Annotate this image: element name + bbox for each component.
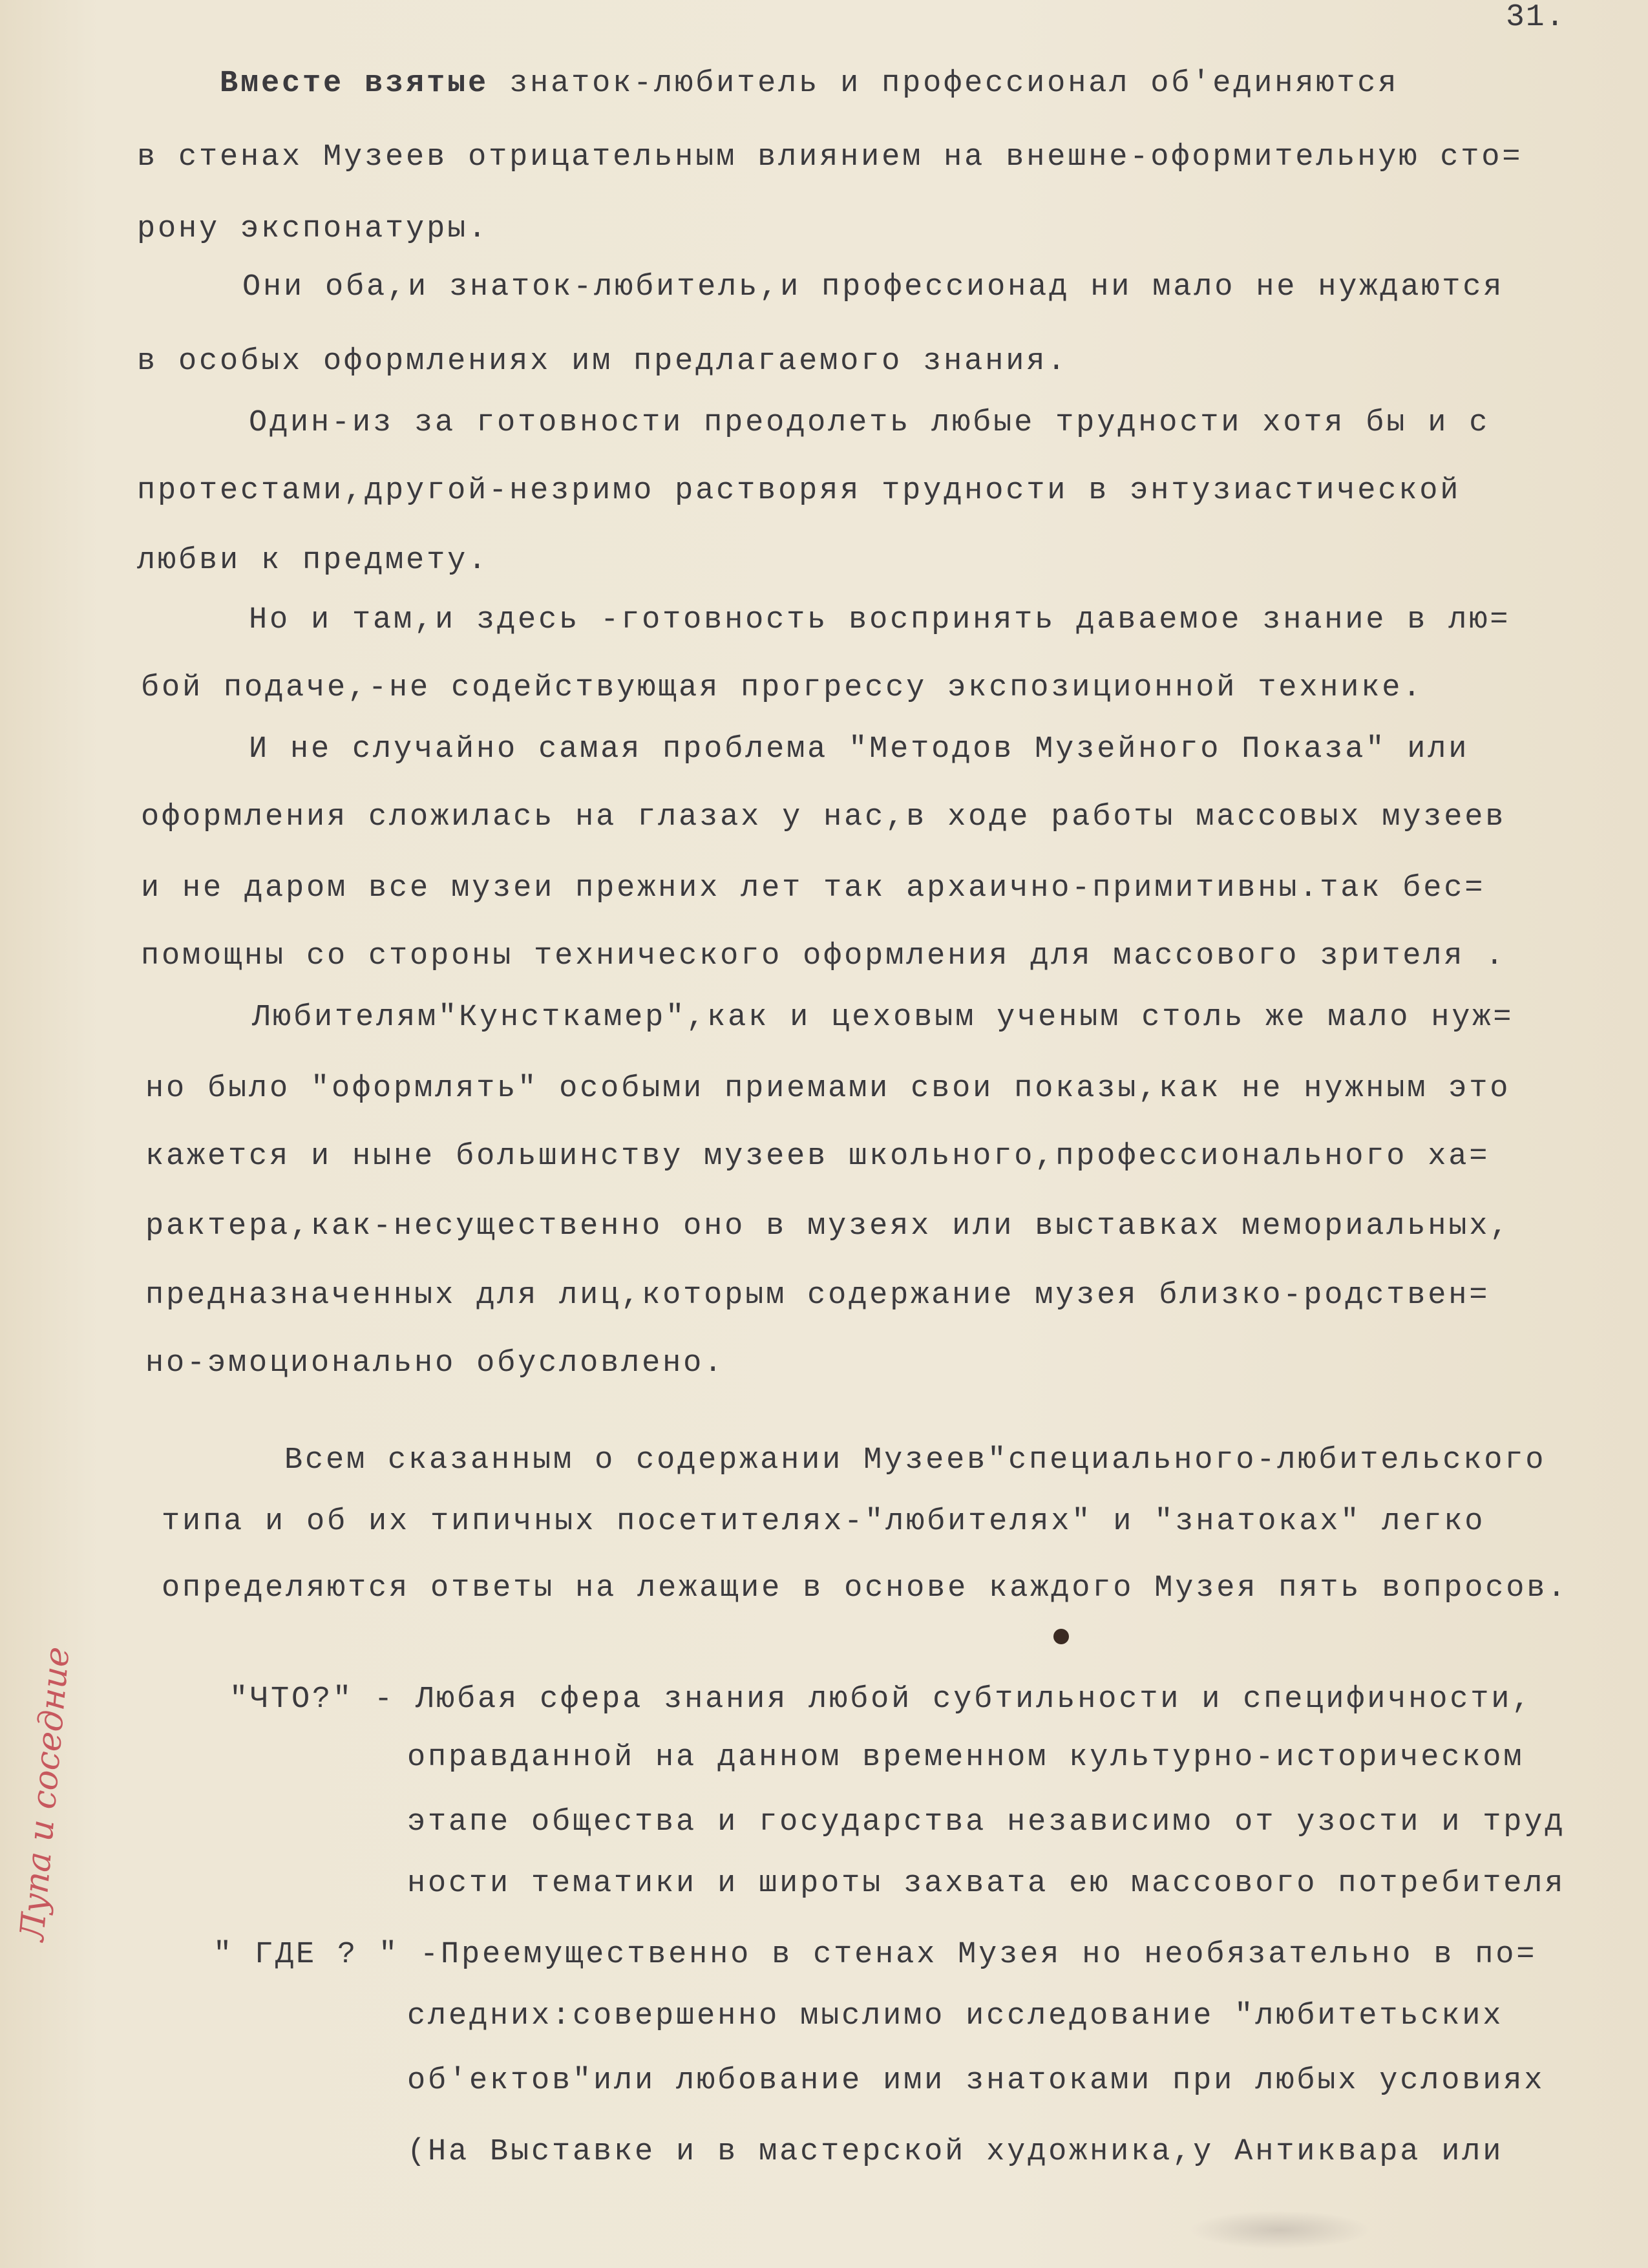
ink-blot [1053,1629,1069,1644]
text-line: Вместе взятые знаток-любитель и профессионал об'единяются [220,67,1399,101]
text-line: но было "оформлять" особыми приемами свои показы,как не нужным это [145,1072,1511,1106]
page-number: 31. [1506,0,1566,35]
handwritten-margin-note: Лупа и соседние [13,1645,78,1943]
text-line: любви к предмету. [137,544,489,578]
text-line: бой подаче,-не содействующая прогрессу экспозиционной технике. [141,671,1424,705]
text-line: И не случайно самая проблема "Методов Музейного Показа" или [249,732,1470,767]
text-line: Любителям"Кунсткамер",как и цеховым ученым столь же мало нуж= [252,1001,1514,1035]
text-line: Они оба,и знаток-любитель,и профессионад ни мало не нуждаются [242,270,1505,304]
text-line: кажется и ныне большинству музеев школьного,профессионального ха= [145,1139,1490,1174]
text-line: " ГДЕ ? " -Преемущественно в стенах Музея но необязательно в по= [213,1938,1537,1972]
text-line: Всем сказанным о содержании Музеев"специального-любительского [284,1443,1547,1478]
bold-lead: Вместе взятые [220,67,489,101]
text-line: Но и там,и здесь -готовность воспринять даваемое знание в лю= [249,603,1511,637]
text-line: этапе общества и государства независимо от узости и труд [407,1805,1566,1839]
text-line: (На Выставке и в мастерской художника,у Антиквара или [407,2135,1504,2169]
text-line: в особых оформлениях им предлагаемого знания. [137,344,1068,379]
text-line: помощны со стороны технического оформления для массового зрителя . [141,939,1506,973]
text-line: оформления сложилась на глазах у нас,в ходе работы массовых музеев [141,800,1506,834]
text-line: но-эмоционально обусловлено. [145,1346,725,1381]
text-line: рактера,как-несущественно оно в музеях или выставках мемориальных, [145,1209,1511,1244]
text-line: следних:совершенно мыслимо исследование "любитетьских [407,1999,1504,2033]
text-line: ности тематики и широты захвата ею массового потребителя [407,1867,1566,1901]
text-line: рону экспонатуры. [137,212,489,246]
text-line: об'ектов"или любование ими знатоками при любых условиях [407,2064,1545,2098]
text-line: определяются ответы на лежащие в основе каждого Музея пять вопросов. [162,1571,1569,1606]
text-line: типа и об их типичных посетителях-"любителях" и "знатоках" легко [162,1505,1486,1539]
stamp-smudge [1189,2210,1370,2249]
text-line: Один-из за готовности преодолеть любые трудности хотя бы и с [249,406,1490,440]
text-line: оправданной на данном временном культурно-историческом [407,1741,1525,1775]
text-line: в стенах Музеев отрицательным влиянием на внешне-оформительную сто= [137,140,1523,175]
text-line: и не даром все музеи прежних лет так архаично-примитивны.так бес= [141,871,1486,906]
text-line: протестами,другой-незримо растворяя трудности в энтузиастической [137,474,1461,508]
text-line: предназначенных для лиц,которым содержание музея близко-родствен= [145,1278,1490,1313]
text-line: "ЧТО?" - Любая сфера знания любой субтильности и специфичности, [229,1682,1533,1717]
